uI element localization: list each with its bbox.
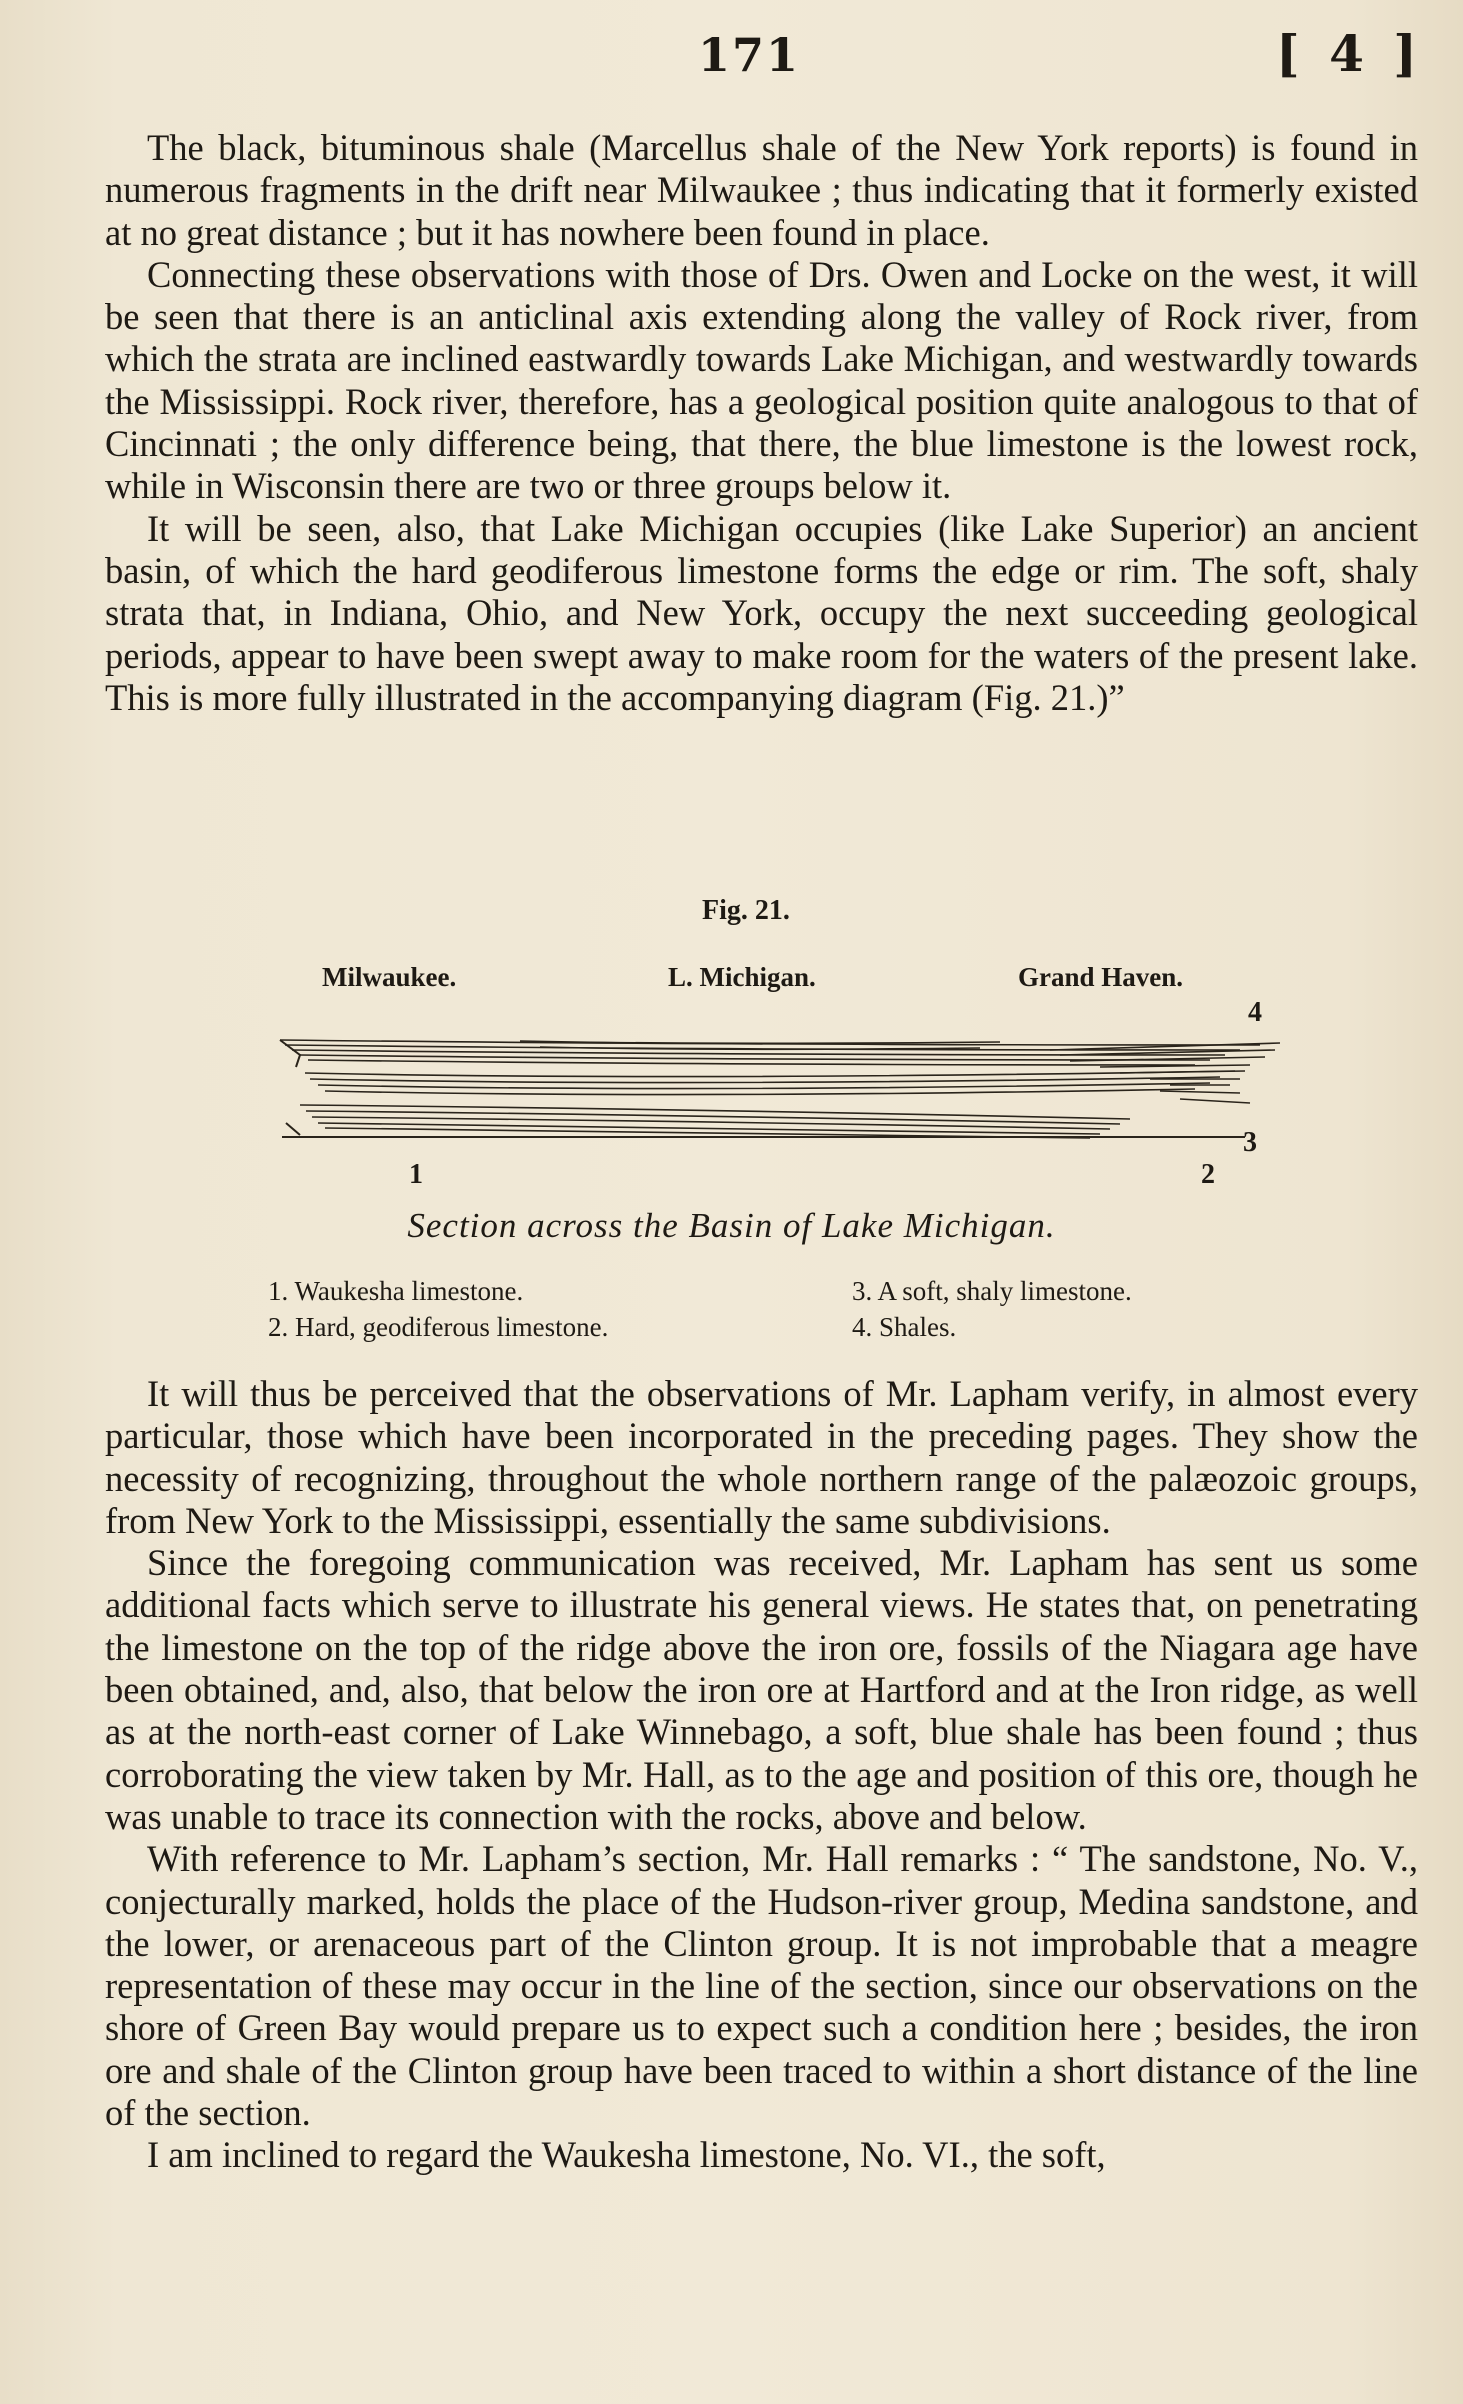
west-rim-edge <box>280 1040 300 1067</box>
legend-item: 2. Hard, geodiferous limestone. <box>268 1312 609 1342</box>
legend-right <box>852 1273 1132 1345</box>
location-label-lake-michigan: L. Michigan. <box>668 962 816 992</box>
strata-lines <box>280 1040 1280 1138</box>
legend-left <box>268 1273 608 1345</box>
paragraph: The black, bituminous shale (Marcellus shale of the New York reports) is found in numerous fragments in the drift near Milwaukee ; thus indicating that it formerly existed at no great distance ; but it has nowhere been found in place. <box>105 127 1418 253</box>
location-label-milwaukee: Milwaukee. <box>322 962 457 992</box>
signature-mark: [ 4 ] <box>1276 24 1423 83</box>
location-label-grand-haven: Grand Haven. <box>1018 962 1184 992</box>
geological-section-diagram <box>0 895 1463 1215</box>
legend-item: 3. A soft, shaly limestone. <box>852 1276 1132 1306</box>
layer-number-1: 1 <box>409 1159 423 1190</box>
layer-number-2: 2 <box>1201 1159 1215 1190</box>
legend-item: 4. Shales. <box>852 1312 957 1342</box>
figure-title: Fig. 21. <box>702 895 790 926</box>
page-header <box>0 22 1463 92</box>
layer-number-3: 3 <box>1243 1127 1257 1158</box>
west-baseline-mark <box>286 1123 300 1135</box>
layer-number-4: 4 <box>1248 997 1262 1028</box>
paragraph: With reference to Mr. Lapham’s section, Mr. Hall remarks : “ The sandstone, No. V., conjecturally marked, holds the place of the Hudson-river group, Medina sandstone, and the lower, or arenaceous part of the Clinton group. It is not improbable that a meagre representation of these may occur in the line of the section, since our observations on the shore of Green Bay would prepare us to expect such a condition here ; besides, the iron ore and shale of the Clinton group have been traced to within a short distance of the line of the section. <box>105 1838 1418 2134</box>
page-number: 171 <box>698 28 801 82</box>
paragraph: It will be seen, also, that Lake Michigan occupies (like Lake Superior) an ancient basin, of which the hard geodiferous limestone forms the edge or rim. The soft, shaly strata that, in Indiana, Ohio, and New York, occupy the next succeeding geological periods, appear to have been swept away to make room for the waters of the present lake. This is more fully illustrated in the accompanying diagram (Fig. 21.)” <box>105 507 1418 718</box>
paragraph: I am inclined to regard the Waukesha limestone, No. VI., the soft, <box>147 2134 1106 2176</box>
figure-caption: Section across the Basin of Lake Michigan. <box>407 1206 1056 1245</box>
figure-21 <box>0 895 1463 1355</box>
paragraph: Since the foregoing communication was received, Mr. Lapham has sent us some additional facts which serve to illustrate his general views. He states that, on penetrating the limestone on the top of the ridge above the iron ore, fossils of the Niagara age have been obtained, and, also, that below the iron ore at Hartford and at the Iron ridge, as well as at the north-east corner of Lake Winnebago, a soft, blue shale has been found ; thus corroborating the view taken by Mr. Hall, as to the age and position of this ore, though he was unable to trace its connection with the rocks, above and below. <box>105 1542 1418 1837</box>
paragraph: Connecting these observations with those of Drs. Owen and Locke on the west, it will be seen that there is an anticlinal axis extending along the valley of Rock river, from which the strata are inclined eastwardly towards Lake Michigan, and westwardly towards the Mississippi. Rock river, therefore, has a geological position quite analogous to that of Cincinnati ; the only difference being, that there, the blue limestone is the lowest rock, while in Wisconsin there are two or three groups below it. <box>105 253 1418 507</box>
legend-item: 1. Waukesha limestone. <box>268 1276 524 1306</box>
body-text-bottom <box>105 1373 1418 2177</box>
paragraph: It will thus be perceived that the observations of Mr. Lapham verify, in almost every particular, those which have been incorporated in the preceding pages. They show the necessity of recognizing, throughout the whole northern range of the palæozoic groups, from New York to the Mississippi, essentially the same subdivisions. <box>105 1373 1418 1541</box>
body-text-top <box>105 127 1418 719</box>
